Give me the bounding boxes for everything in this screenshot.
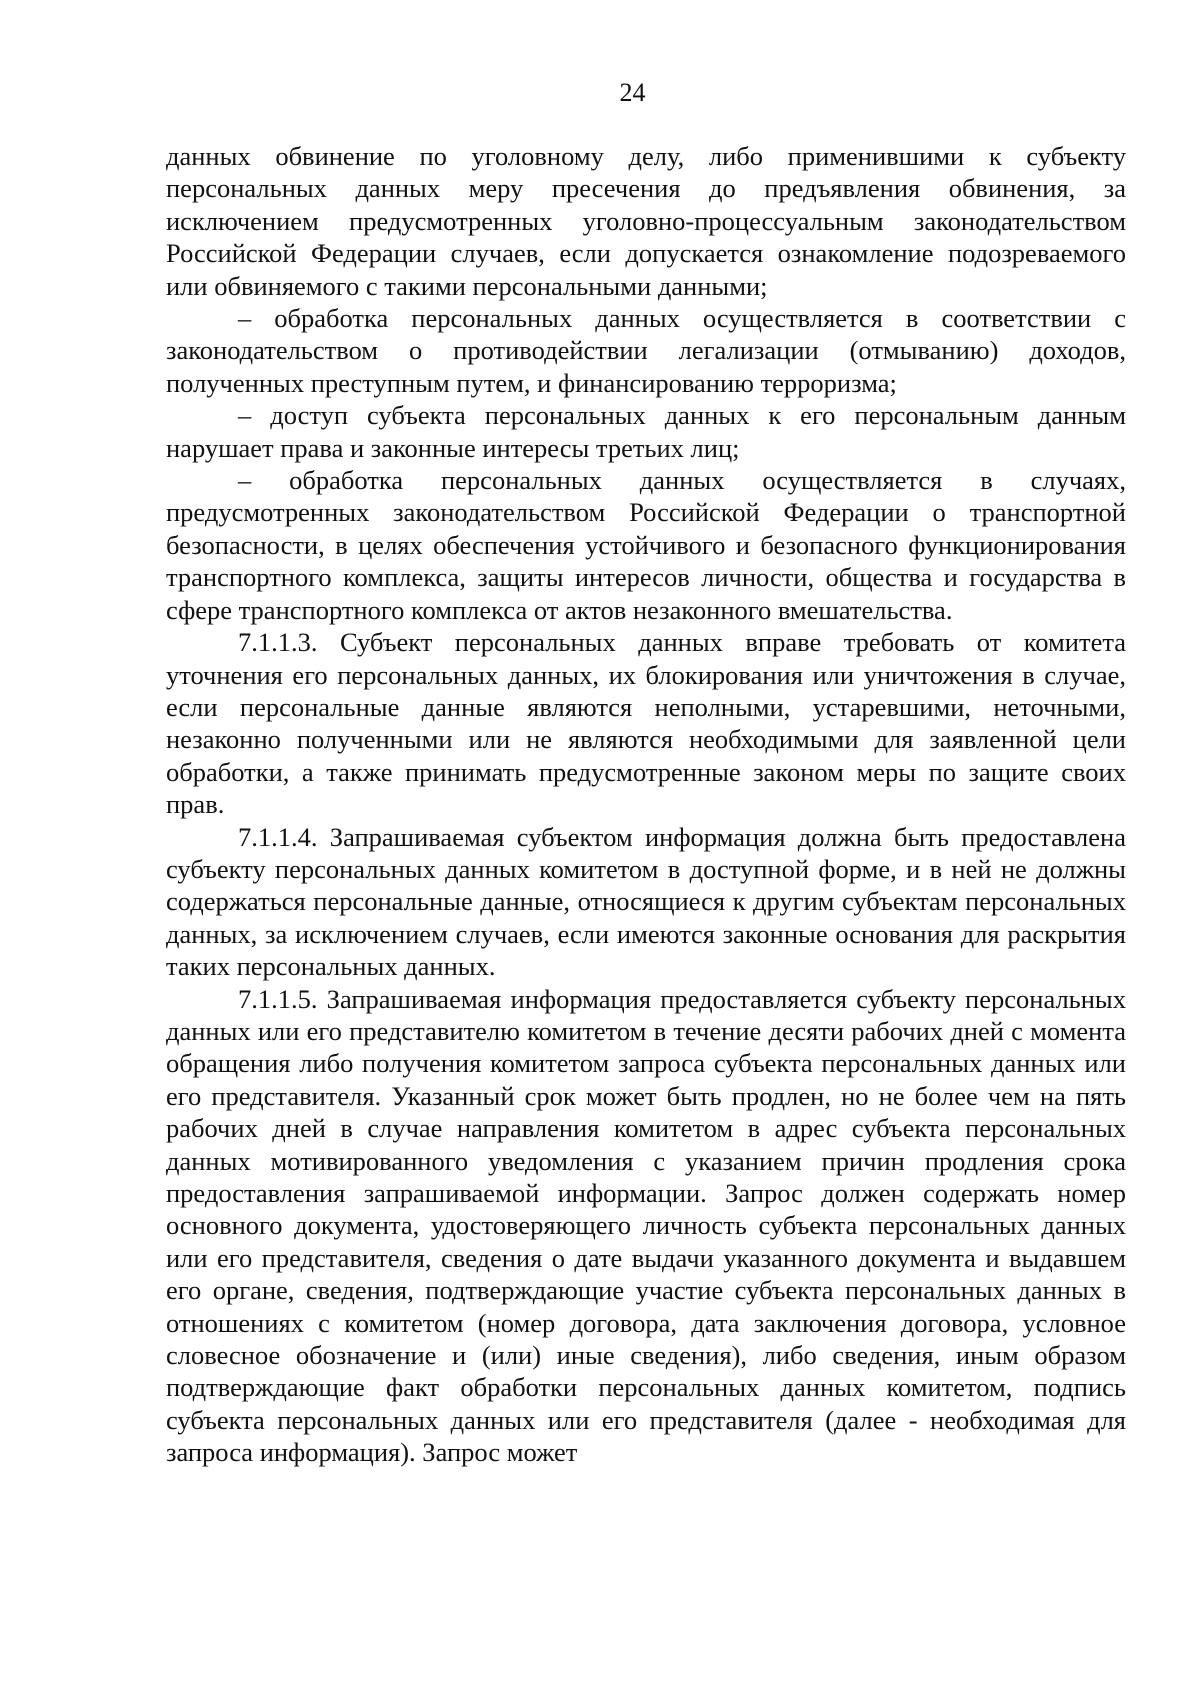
page-number: 24 [619,78,646,107]
paragraph-clause-7-1-1-5: 7.1.1.5. Запрашиваемая информация предоставляется субъекту персональных данных или его представителю комитетом в течение десяти рабочих дней с момента обращения либо получения комитетом запроса субъекта персональных данных или его представителя. Указанный срок может быть продлен, но не более чем на пять рабочих дней в случае направления комитетом в адрес субъекта персональных данных мотивированного уведомления с указанием причин продления срока предоставления запрашиваемой информации. Запрос должен содержать номер основного документа, удостоверяющего личность субъекта персональных данных или его представителя, сведения о дате выдачи указанного документа и выдавшем его органе, сведения, подтверждающие участие субъекта персональных данных в отношениях с комитетом (номер договора, дата заключения договора, условное словесное обозначение и (или) иные сведения), либо сведения, иным образом подтверждающие факт обработки персональных данных комитетом, подпись субъекта персональных данных или его представителя (далее - необходимая для запроса информация). Запрос может [166,983,1126,1468]
paragraph-list-item-legalization: – обработка персональных данных осуществляется в соответствии с законодательством о противодействии легализации (отмыванию) доходов, полученных преступным путем, и финансированию терроризма; [166,303,1126,398]
paragraph-list-item-transport-security: – обработка персональных данных осуществляется в случаях, предусмотренных законодательством Российской Федерации о транспортной безопасности, в целях обеспечения устойчивого и безопасного функционирования транспортного комплекса, защиты интересов личности, общества и государства в сфере транспортного комплекса от актов незаконного вмешательства. [166,465,1126,625]
paragraph-clause-7-1-1-3: 7.1.1.3. Субъект персональных данных вправе требовать от комитета уточнения его персональных данных, их блокирования или уничтожения в случае, если персональные данные являются неполными, устаревшими, неточными, незаконно полученными или не являются необходимыми для заявленной цели обработки, а также принимать предусмотренные законом меры по защите своих прав. [166,627,1126,820]
paragraph-clause-7-1-1-4: 7.1.1.4. Запрашиваемая субъектом информация должна быть предоставлена субъекту персональных данных комитетом в доступной форме, и в ней не должны содержаться персональные данные, относящиеся к другим субъектам персональных данных, за исключением случаев, если имеются законные основания для раскрытия таких персональных данных. [166,821,1126,982]
paragraph-continuation: данных обвинение по уголовному делу, либо применившими к субъекту персональных данных меру пресечения до предъявления обвинения, за исключением предусмотренных уголовно-процессуальным законодательством Российской Федерации случаев, если допускается ознакомление подозреваемого или обвиняемого с такими персональными данными; [166,141,1126,301]
document-body [166,140,1126,1469]
paragraph-list-item-third-party-rights: – доступ субъекта персональных данных к его персональным данным нарушает права и законные интересы третьих лиц; [166,400,1126,463]
